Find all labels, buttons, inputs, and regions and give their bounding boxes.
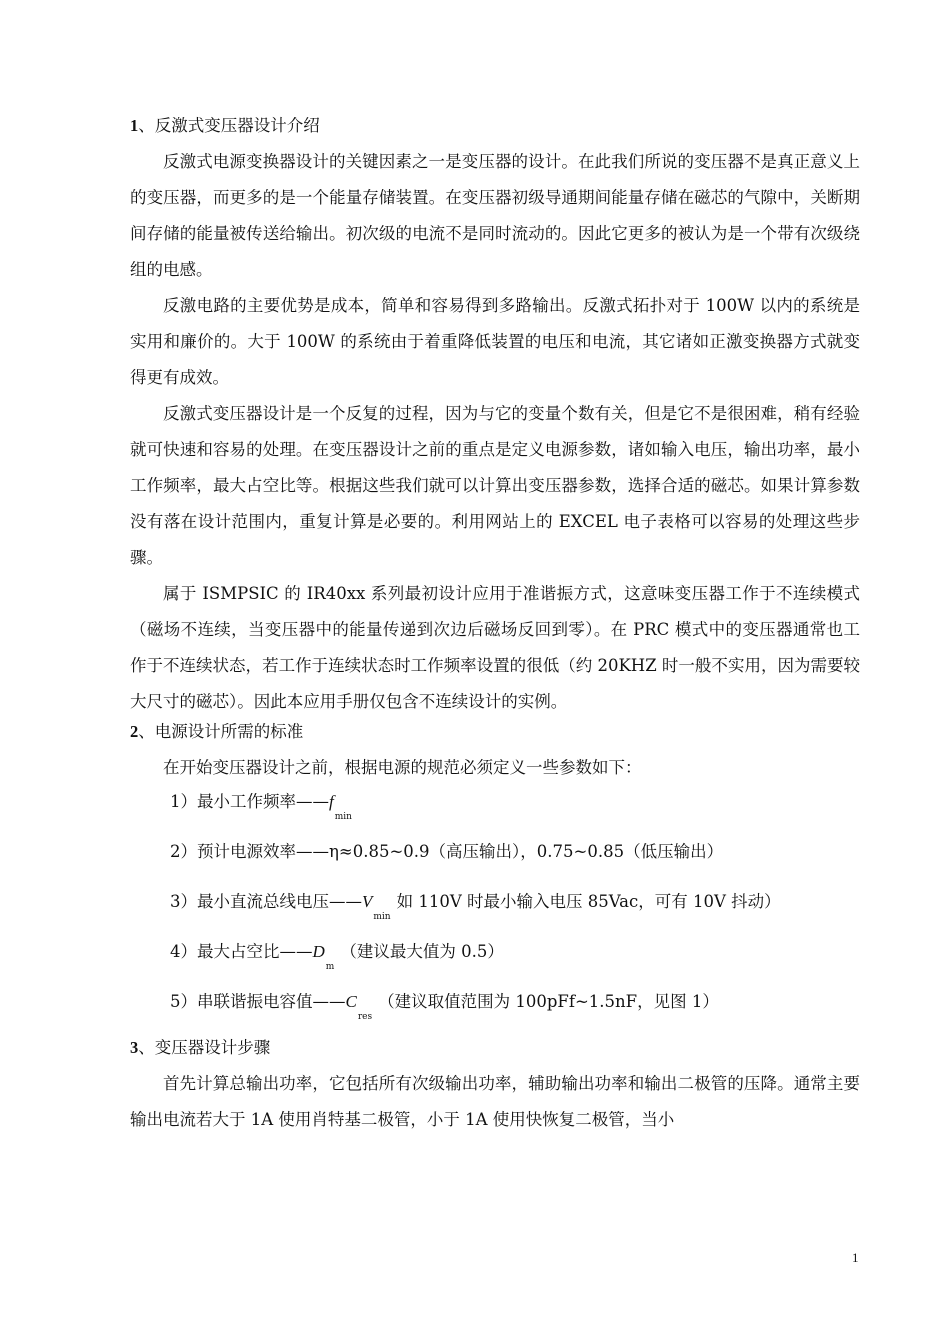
param-item-4-symbol: D [312, 942, 325, 961]
section-2-intro: 在开始变压器设计之前，根据电源的规范必须定义一些参数如下： [163, 758, 642, 777]
section-1-paragraph-1: 反激式电源变换器设计的关键因素之一是变压器的设计。在此我们所说的变压器不是真正意义上的变压器，而更多的是一个能量存储装置。在变压器初级导通期间能量存储在磁芯的气隙中，关断期间存储的能量被传送给输出。初次级的电流不是同时流动的。因此它更多的被认为是一个带有次级绕组的电感。 [130, 152, 860, 279]
page-number: 1 [852, 1250, 859, 1265]
param-item-5-rest: （建议取值范围为 100pFf~1.5nF，见图 1） [378, 992, 719, 1011]
param-item-4-label: 4）最大占空比—— [170, 942, 313, 961]
param-item-1-symbol: f [329, 792, 334, 811]
param-item-3 [170, 890, 860, 940]
param-item-4-subscript: m [325, 962, 335, 972]
param-item-2 [170, 840, 860, 890]
param-item-5-symbol: C [345, 992, 357, 1011]
section-1-number: 1 [130, 116, 139, 135]
section-1-title: 、反激式变压器设计介绍 [138, 116, 320, 135]
param-item-3-label: 3）最小直流总线电压—— [170, 892, 362, 911]
param-item-1-label: 1）最小工作频率—— [170, 792, 329, 811]
param-item-1 [170, 790, 860, 840]
param-item-3-subscript: min [373, 912, 391, 922]
param-item-5-label: 5）串联谐振电容值—— [170, 992, 346, 1011]
section-3-title: 、变压器设计步骤 [138, 1038, 271, 1057]
param-item-3-symbol: V [362, 892, 373, 911]
param-item-1-subscript: min [334, 812, 352, 822]
section-1-paragraph-4: 属于 ISMPSIC 的 IR40xx 系列最初设计应用于准谐振方式，这意味变压器工作于不连续模式（磁场不连续，当变压器中的能量传递到次边后磁场反回到零）。在 PRC 模式中的变压器通常也工作于不连续状态，若工作于连续状态时工作频率设置的很低（约 20KHZ 时一般不实用，因为需要较大尺寸的磁芯）。因此本应用手册仅包含不连续设计的实例。 [130, 584, 860, 711]
param-item-4 [170, 940, 860, 990]
section-2-title: 、电源设计所需的标准 [138, 722, 304, 741]
section-3-paragraph-1: 首先计算总输出功率，它包括所有次级输出功率，辅助输出功率和输出二极管的压降。通常主要输出电流若大于 1A 使用肖特基二极管，小于 1A 使用快恢复二极管，当小 [130, 1074, 860, 1129]
section-3-number: 3 [130, 1038, 139, 1057]
param-item-2-label: 2）预计电源效率——η≈0.85~0.9（高压输出），0.75~0.85（低压输出） [170, 842, 724, 861]
section-1-paragraph-3: 反激式变压器设计是一个反复的过程，因为与它的变量个数有关，但是它不是很困难，稍有经验就可快速和容易的处理。在变压器设计之前的重点是定义电源参数，诸如输入电压，输出功率，最小工作频率，最大占空比等。根据这些我们就可以计算出变压器参数，选择合适的磁芯。如果计算参数没有落在设计范围内，重复计算是必要的。利用网站上的 EXCEL 电子表格可以容易的处理这些步骤。 [130, 404, 860, 567]
param-item-5-subscript: res [357, 1012, 373, 1022]
document-body [130, 114, 860, 1138]
section-2-number: 2 [130, 722, 139, 741]
param-item-3-rest: 如 110V 时最小输入电压 85Vac，可有 10V 抖动） [396, 892, 781, 911]
param-item-5 [170, 990, 860, 1036]
section-1-paragraph-2: 反激电路的主要优势是成本，简单和容易得到多路输出。反激式拓扑对于 100W 以内的系统是实用和廉价的。大于 100W 的系统由于着重降低装置的电压和电流，其它诸如正激变换器方式就变得更有成效。 [130, 296, 860, 387]
param-item-4-rest: （建议最大值为 0.5） [340, 942, 504, 961]
